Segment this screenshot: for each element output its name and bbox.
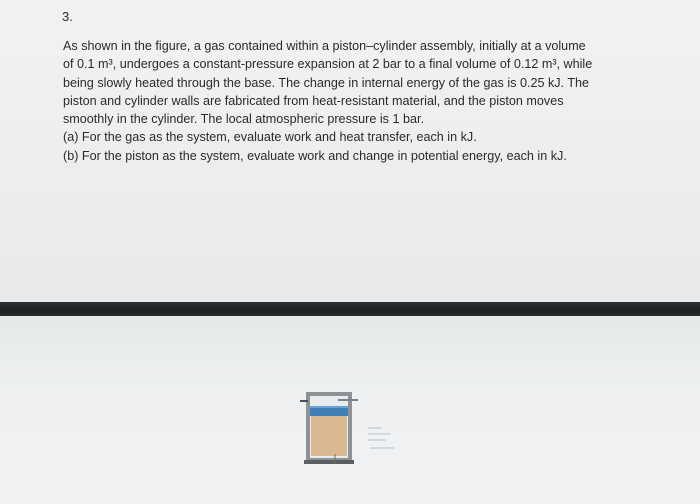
gas-region xyxy=(311,416,347,456)
page-fold-divider xyxy=(0,302,700,316)
piston-highlight xyxy=(310,406,348,408)
problem-line: of 0.1 m³, undergoes a constant-pressure expansion at 2 bar to a final volume of 0.12 m³, while xyxy=(63,57,593,72)
problem-line: being slowly heated through the base. The change in internal energy of the gas is 0.25 kJ. The xyxy=(63,75,590,90)
piston-cylinder-figure xyxy=(298,388,408,468)
part-b-question: (b) For the piston as the system, evaluate work and change in potential energy, each in kJ. xyxy=(63,148,567,163)
part-a-question: (a) For the gas as the system, evaluate work and heat transfer, each in kJ. xyxy=(63,130,477,145)
atmosphere-marker xyxy=(300,400,308,402)
problem-line: smoothly in the cylinder. The local atmospheric pressure is 1 bar. xyxy=(63,112,424,127)
piston-label-line xyxy=(338,399,358,401)
heated-base xyxy=(304,460,354,464)
piston-cylinder-drawing xyxy=(298,388,408,468)
problem-line: piston and cylinder walls are fabricated from heat-resistant material, and the piston moves xyxy=(63,93,564,108)
faint-annotations xyxy=(368,428,394,448)
problem-line: As shown in the figure, a gas contained within a piston–cylinder assembly, initially at a volume xyxy=(63,39,586,53)
problem-statement xyxy=(63,37,663,165)
question-number: 3. xyxy=(62,9,73,24)
